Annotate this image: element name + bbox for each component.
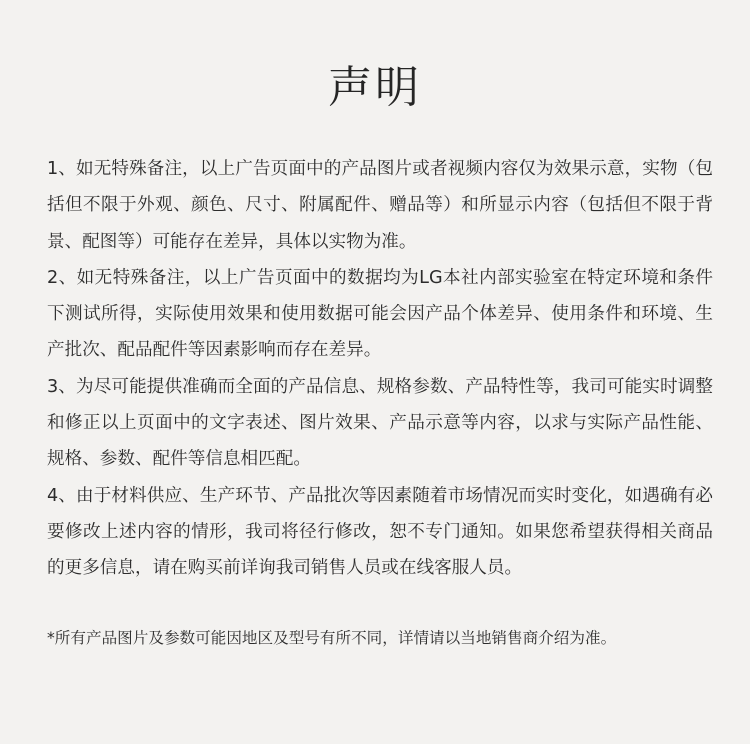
- disclaimer-clause-3: 3、为尽可能提供准确而全面的产品信息、规格参数、产品特性等，我司可能实时调整和修正以上页面中的文字表述、图片效果、产品示意等内容，以求与实际产品性能、规格、参数、配件等信息相匹配。: [47, 376, 713, 470]
- disclaimer-clauses: [47, 151, 713, 587]
- disclaimer-clause-1: 1、如无特殊备注，以上广告页面中的产品图片或者视频内容仅为效果示意，实物（包括但不限于外观、颜色、尺寸、附属配件、赠品等）和所显示内容（包括但不限于背景、配图等）可能存在差异，具体以实物为准。: [47, 159, 713, 252]
- disclaimer-clause-4: 4、由于材料供应、生产环节、产品批次等因素随着市场情况而实时变化，如遇确有必要修改上述内容的情形，我司将径行修改，恕不专门通知。如果您希望获得相关商品的更多信息，请在购买前详询我司销售人员或在线客服人员。: [47, 485, 713, 579]
- footnote: *所有产品图片及参数可能因地区及型号有所不同，详情请以当地销售商介绍为准。: [47, 629, 617, 647]
- page-title: 声明: [328, 62, 422, 113]
- disclaimer-clause-2: 2、如无特殊备注，以上广告页面中的数据均为LG本社内部实验室在特定环境和条件下测试所得，实际使用效果和使用数据可能会因产品个体差异、使用条件和环境、生产批次、配品配件等因素影响而存在差异。: [47, 267, 713, 361]
